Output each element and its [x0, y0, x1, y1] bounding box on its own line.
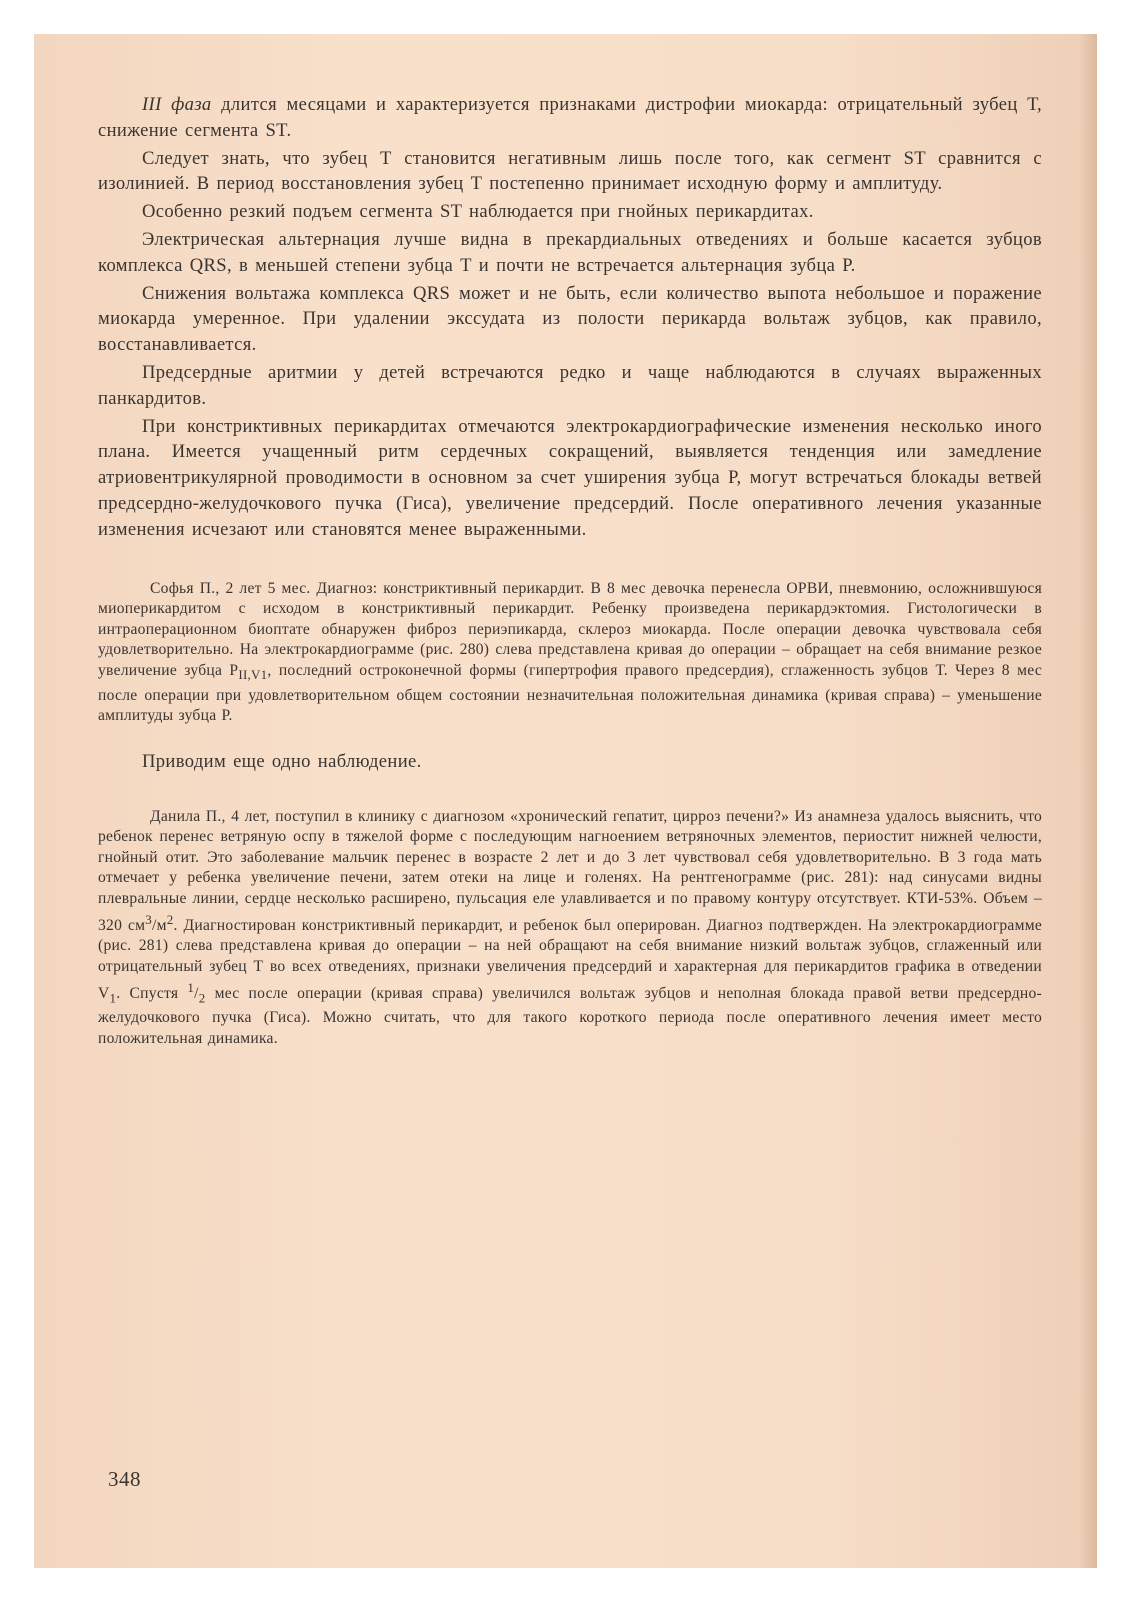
lead-subscript: 1 — [109, 989, 117, 1005]
unit-superscript: 2 — [166, 911, 174, 927]
paragraph-electrical-alternans: Электрическая альтернация лучше видна в прекардиальных отведениях и больше касается зубцов комплекса QRS, в меньшей степени зубца Т и почти не встречается альтернация зубца Р. — [98, 228, 1042, 276]
main-text — [98, 92, 1042, 1050]
paragraph-st-elevation: Особенно резкий подъем сегмента ST наблюдается при гнойных перикардитах. — [142, 201, 814, 223]
paragraph-qrs-voltage: Снижения вольтажа комплекса QRS может и не быть, если количество выпота небольшое и поражение миокарда умеренное. При удалении экссудата из полости перикарда вольтаж зубцов, как правило, восстанавливается. — [98, 282, 1042, 356]
case-study-sofya: Софья П., 2 лет 5 мес. Диагноз: констриктивный перикардит. В 8 мес девочка перенесла ОРВИ, пневмонию, осложнившуюся миоперикардитом с исходом в констриктивный перикардит. Ребенку произведена перикардэктомия. Гистологически в интраоперационном биоптате обнаружен фиброз периэпикарда, склероз миокарда. После операции девочка чувствовала себя удовлетворительно. На электрокардиограмме (рис. 280) слева представлена кривая до операции – обращает на себя внимание резкое увеличение зубца $P_{II,V1}$, последний остроконечной формы (гипертрофия правого предсердия), сглаженность зубцов Т. Через 8 мес после операции при удовлетворительном общем состоянии незначительная положительная динамика (кривая справа) – уменьшение амплитуды зубца Р. — [98, 579, 1042, 725]
lead-subscript: II,V1 — [238, 667, 268, 683]
unit-superscript: 3 — [145, 911, 153, 927]
page-number: 348 — [108, 1467, 141, 1491]
paragraph-text: длится месяцами и характеризуется признаками дистрофии миокарда: отрицательный зубец Т, снижение сегмента ST. — [98, 94, 1042, 141]
fraction-numerator: 1 — [187, 979, 195, 995]
paragraph-t-wave: Следует знать, что зубец Т становится негативным лишь после того, как сегмент ST сравнится с изолинией. В период восстановления зубец Т постепенно принимает исходную форму и амплитуду. — [98, 147, 1042, 195]
book-page — [34, 34, 1097, 1568]
paragraph-constrictive-pericarditis: При констриктивных перикардитах отмечаются электрокардиографические изменения несколько иного плана. Имеется учащенный ритм сердечных сокращений, выявляется тенденция или замедление атриовентрикулярной проводимости в основном за счет уширения зубца Р, могут встречаться блокады ветвей предсердно-желудочкового пучка (Гиса), увеличение предсердий. После оперативного лечения указанные изменения исчезают или становятся менее выраженными. — [98, 415, 1042, 540]
case-study-danila: Данила П., 4 лет, поступил в клинику с диагнозом «хронический гепатит, цирроз печени?» Из анамнеза удалось выяснить, что ребенок перенес ветряную оспу в тяжелой форме с последующим нагноением ветряночных элементов, периостит нижней челюсти, гнойный отит. Это заболевание мальчик перенес в возрасте 2 лет и до 3 лет чувствовал себя удовлетворительно. В 3 года мать отмечает у ребенка увеличение печени, затем отеки на лице и голенях. На рентгенограмме (рис. 281): над синусами видны плевральные линии, сердце несколько расширено, пульсация еле улавливается и по правому контуру отсутствует. КТИ-53%. Объем – 320 $см^3/м^2$. Диагностирован констриктивный перикардит, и ребенок был оперирован. Диагноз подтвержден. На электрокардиограмме (рис. 281) слева представлена кривая до операции – на ней обращают на себя внимание низкий вольтаж зубцов, сглаженный или отрицательный зубец Т во всех отведениях, признаки увеличения предсердий и характерная для перикардитов графика в отведении $V_1$. Спустя $^1/_2$ мес после операции (кривая справа) увеличился вольтаж зубцов и неполная блокада правой ветви предсердно-желудочкового пучка (Гиса). Можно считать, что для такого короткого периода после оперативного лечения имеет место положительная динамика. — [98, 807, 1042, 1048]
paragraph-atrial-arrhythmias: Предсердные аритмии у детей встречаются редко и чаще наблюдаются в случаях выраженных панкардитов. — [98, 361, 1042, 409]
fraction-denominator: 2 — [198, 989, 206, 1005]
phase-label: III фаза — [142, 94, 212, 115]
paragraph-phase-3 — [98, 92, 1042, 144]
intro-line: Приводим еще одно наблюдение. — [142, 750, 422, 772]
